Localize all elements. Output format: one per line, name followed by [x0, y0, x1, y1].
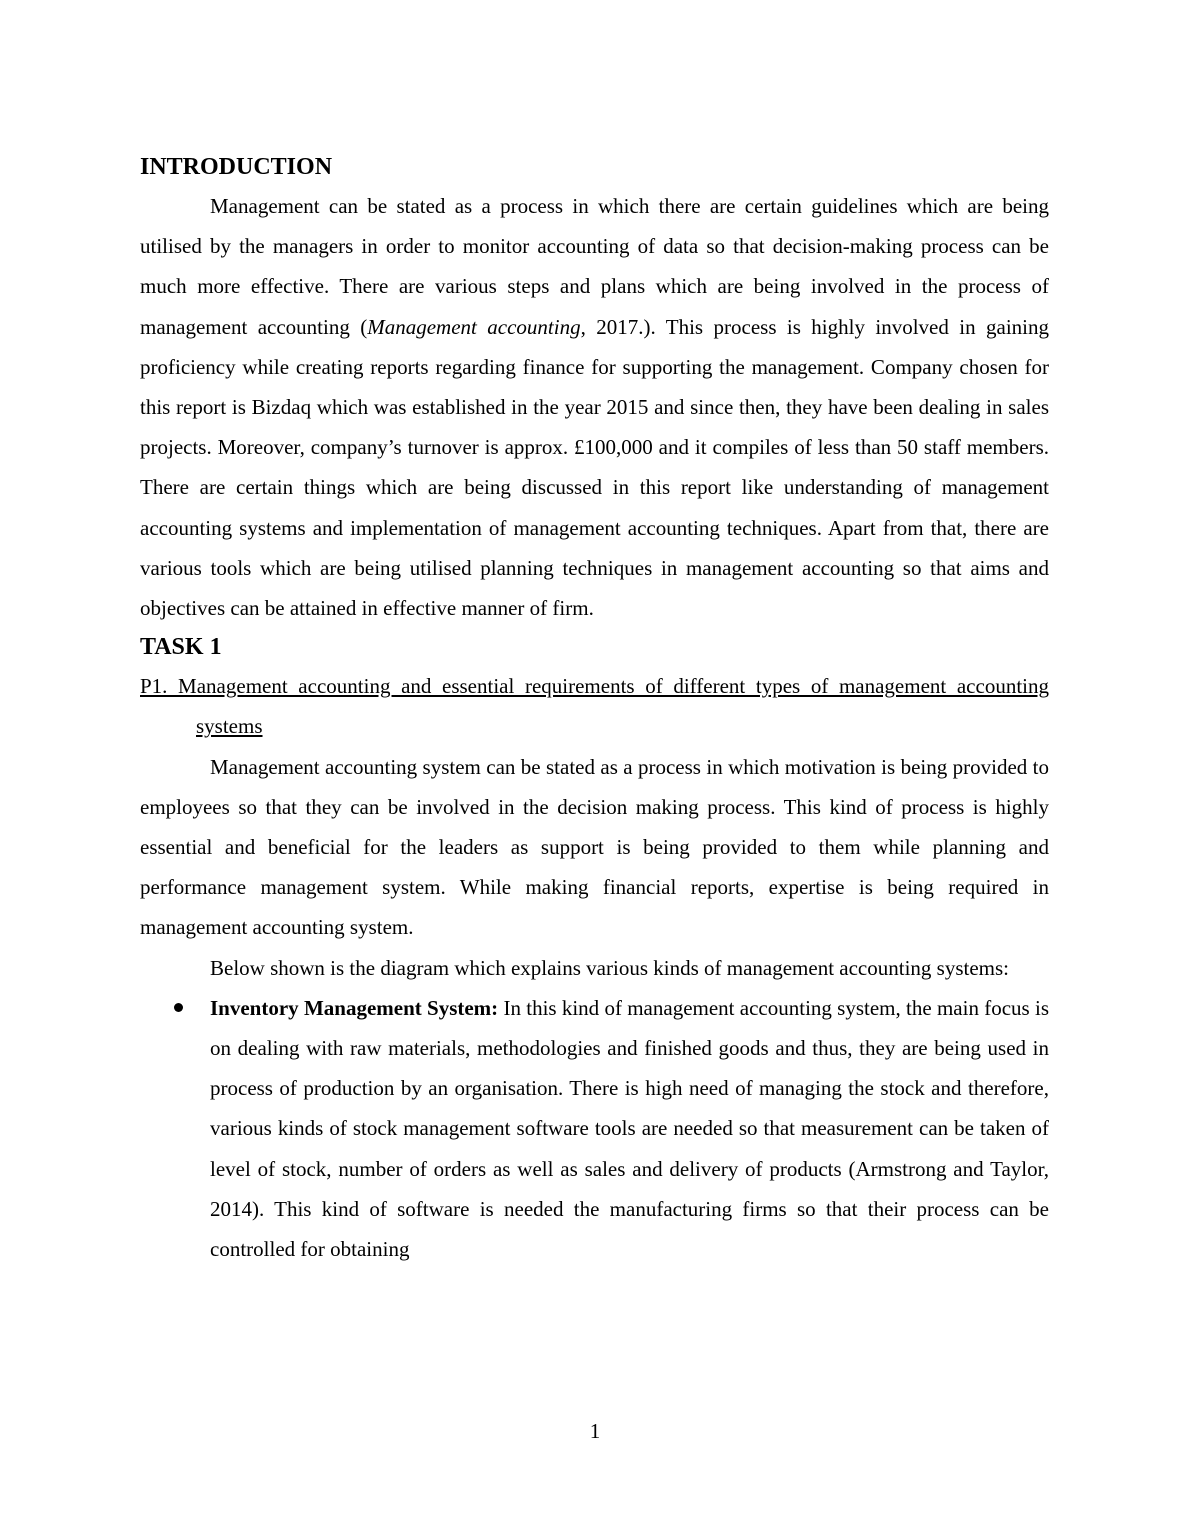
task1-paragraph-1: Management accounting system can be stated as a process in which motivation is being provided to employees so that they can be involved in the decision making process. This kind of process is highly essential and beneficial for the leaders as support is being provided to them while planning and performance management system. While making financial reports, expertise is being required in management accounting system.	[140, 754, 1049, 940]
task1-paragraph-2: Below shown is the diagram which explains various kinds of management accounting systems:	[210, 955, 1010, 980]
list-item	[140, 988, 1049, 1269]
page-number: 1	[589, 1419, 601, 1443]
bullet-icon	[174, 1003, 183, 1012]
task1-heading: TASK 1	[140, 634, 222, 661]
introduction-heading: INTRODUCTION	[140, 154, 333, 180]
document-page	[140, 148, 1049, 1269]
bullet-term: Inventory Management System:	[210, 995, 499, 1020]
p1-subheading: P1. Management accounting and essential requirements of different types of management accounting systems	[140, 674, 1049, 739]
introduction-text-part2: , 2017.). This process is highly involved in gaining proficiency while creating reports regarding finance for supporting the management. Company chosen for this report is Bizdaq which was established in the year 2015 and since then, they have been dealing in sales projects. Moreover, company’s turnover is approx. £100,000 and it compiles of less than 50 staff members. There are certain things which are being discussed in this report like understanding of management accounting systems and implementation of management accounting techniques. Apart from that, there are various tools which are being utilised planning techniques in management accounting so that aims and objectives can be attained in effective manner of firm.	[140, 314, 1049, 621]
introduction-text-part1: Management can be stated as a process in which there are certain guidelines which are being utilised by the managers in order to monitor accounting of data so that decision-making process can be much more effective. There are various steps and plans which are being involved in the process of management accounting (	[140, 194, 1049, 339]
bullet-text: In this kind of management accounting system, the main focus is on dealing with raw materials, methodologies and finished goods and thus, they are being used in process of production by an organisation. There is high need of managing the stock and therefore, various kinds of stock management software tools are needed so that measurement can be taken of level of stock, number of orders as well as sales and delivery of products (Armstrong and Taylor, 2014). This kind of software is needed the manufacturing firms so that their process can be controlled for obtaining	[210, 995, 1050, 1262]
citation-italic: Management accounting	[367, 314, 581, 339]
introduction-paragraph	[140, 186, 1049, 628]
bullet-list	[140, 988, 1049, 1269]
